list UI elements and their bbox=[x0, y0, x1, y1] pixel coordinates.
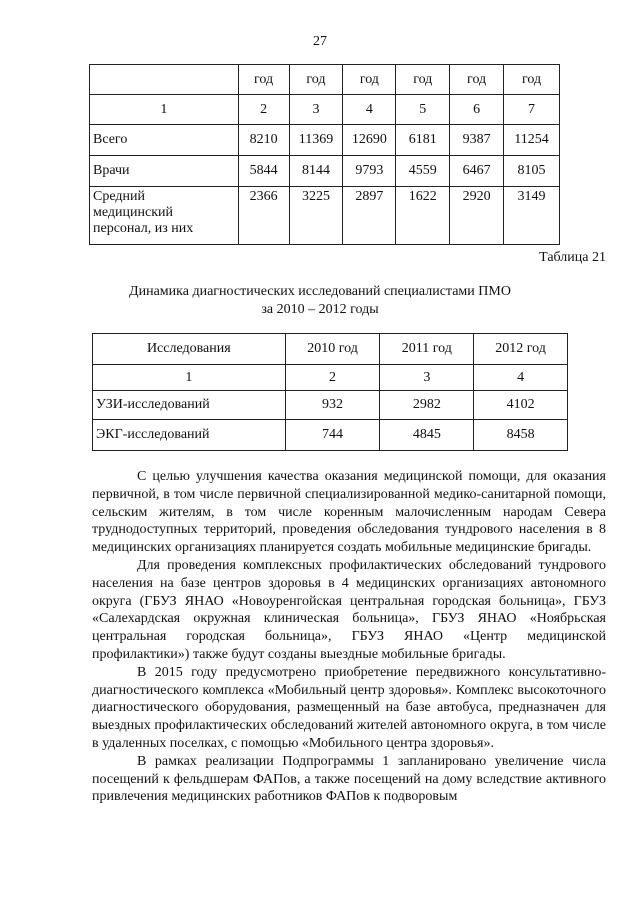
table-row bbox=[90, 187, 560, 245]
diagnostics-table bbox=[92, 333, 568, 451]
table-title bbox=[0, 283, 640, 319]
row-label bbox=[90, 187, 239, 245]
table-cell: 8105 bbox=[504, 156, 560, 187]
header-cell: год bbox=[396, 65, 450, 95]
column-number: 2 bbox=[238, 95, 289, 125]
table-cell: 2366 bbox=[238, 187, 289, 245]
table-cell: 932 bbox=[285, 391, 380, 420]
table-cell: 4559 bbox=[396, 156, 450, 187]
table-title-line: Динамика диагностических исследований специалистами ПМО bbox=[129, 284, 511, 299]
column-number: 4 bbox=[343, 95, 396, 125]
table-cell: 11254 bbox=[504, 125, 560, 156]
table-cell: 3225 bbox=[289, 187, 343, 245]
header-cell: год bbox=[504, 65, 560, 95]
table-number-row bbox=[90, 95, 560, 125]
paragraph: Для проведения комплексных профилактических обследований тундрового населения на базе центров здоровья в 4 медицинских организациях автономного округа (ГБУЗ ЯНАО «Новоуренгойская центральная городская больница», ГБУЗ «Салехардская окружная клиническая больница», ГБУЗ ЯНАО «Ноябрьская центральная городская больница», ГБУЗ ЯНАО «Центр медицинской профилактики») также будут созданы выездные мобильные бригады. bbox=[92, 557, 606, 662]
header-cell: год bbox=[289, 65, 343, 95]
body-text bbox=[92, 468, 606, 806]
column-number: 7 bbox=[504, 95, 560, 125]
table-caption: Таблица 21 bbox=[539, 250, 606, 265]
table-cell: 9793 bbox=[343, 156, 396, 187]
table-cell: 5844 bbox=[238, 156, 289, 187]
header-cell: 2012 год bbox=[474, 334, 568, 365]
table-cell: 4102 bbox=[474, 391, 568, 420]
page-number: 27 bbox=[313, 34, 327, 49]
table-cell: 2920 bbox=[450, 187, 504, 245]
table-header-row bbox=[90, 65, 560, 95]
table-cell: 8144 bbox=[289, 156, 343, 187]
table-cell: 3149 bbox=[504, 187, 560, 245]
header-cell: 2010 год bbox=[285, 334, 380, 365]
table-row bbox=[93, 420, 568, 451]
header-cell bbox=[90, 65, 239, 95]
table-cell: 2897 bbox=[343, 187, 396, 245]
paragraph: С целью улучшения качества оказания медицинской помощи, для оказания первичной, в том числе первичной специализированной медико-санитарной помощи, сельским жителям, в том числе коренным малочисленным народам Севера труднодоступных территорий, проведения обследования тундрового населения в 8 медицинских организациях планируется создать мобильные медицинские бригады. bbox=[92, 469, 606, 556]
header-cell: год bbox=[238, 65, 289, 95]
row-label: Всего bbox=[90, 125, 239, 156]
table-row bbox=[93, 391, 568, 420]
column-number: 4 bbox=[474, 365, 568, 391]
table-cell: 11369 bbox=[289, 125, 343, 156]
table-cell: 2982 bbox=[380, 391, 474, 420]
paragraph: В рамках реализации Подпрограммы 1 запланировано увеличение числа посещений к фельдшерам ФАПов, а также посещений на дому вследствие активного привлечения медицинских работников ФАПов к подворовым bbox=[92, 753, 606, 805]
column-number: 3 bbox=[380, 365, 474, 391]
column-number: 6 bbox=[450, 95, 504, 125]
column-number: 2 bbox=[285, 365, 380, 391]
table-cell: 4845 bbox=[380, 420, 474, 451]
table-cell: 6181 bbox=[396, 125, 450, 156]
header-cell: 2011 год bbox=[380, 334, 474, 365]
staff-table bbox=[89, 64, 560, 245]
row-label-line: Средний bbox=[93, 189, 145, 204]
table-cell: 12690 bbox=[343, 125, 396, 156]
row-label: ЭКГ-исследований bbox=[93, 420, 286, 451]
header-cell: Исследования bbox=[93, 334, 286, 365]
table-cell: 1622 bbox=[396, 187, 450, 245]
table-header-row bbox=[93, 334, 568, 365]
table-cell: 8458 bbox=[474, 420, 568, 451]
table-title-line: за 2010 – 2012 годы bbox=[261, 302, 379, 317]
row-label-line: медицинский bbox=[93, 205, 173, 220]
column-number: 1 bbox=[93, 365, 286, 391]
column-number: 5 bbox=[396, 95, 450, 125]
table-cell: 8210 bbox=[238, 125, 289, 156]
column-number: 1 bbox=[90, 95, 239, 125]
table-row bbox=[90, 125, 560, 156]
row-label: УЗИ-исследований bbox=[93, 391, 286, 420]
table-number-row bbox=[93, 365, 568, 391]
row-label: Врачи bbox=[90, 156, 239, 187]
table-cell: 744 bbox=[285, 420, 380, 451]
table-cell: 6467 bbox=[450, 156, 504, 187]
column-number: 3 bbox=[289, 95, 343, 125]
table-row bbox=[90, 156, 560, 187]
row-label-line: персонал, из них bbox=[93, 221, 194, 236]
paragraph: В 2015 году предусмотрено приобретение передвижного консультативно-диагностического комплекса «Мобильный центр здоровья». Комплекс высокоточного диагностического оборудования, размещенный на базе автобуса, предназначен для выездных профилактических обследований жителей автономного округа, в том числе в удаленных поселках, с помощью «Мобильного центра здоровья». bbox=[92, 664, 606, 751]
table-cell: 9387 bbox=[450, 125, 504, 156]
header-cell: год bbox=[450, 65, 504, 95]
header-cell: год bbox=[343, 65, 396, 95]
